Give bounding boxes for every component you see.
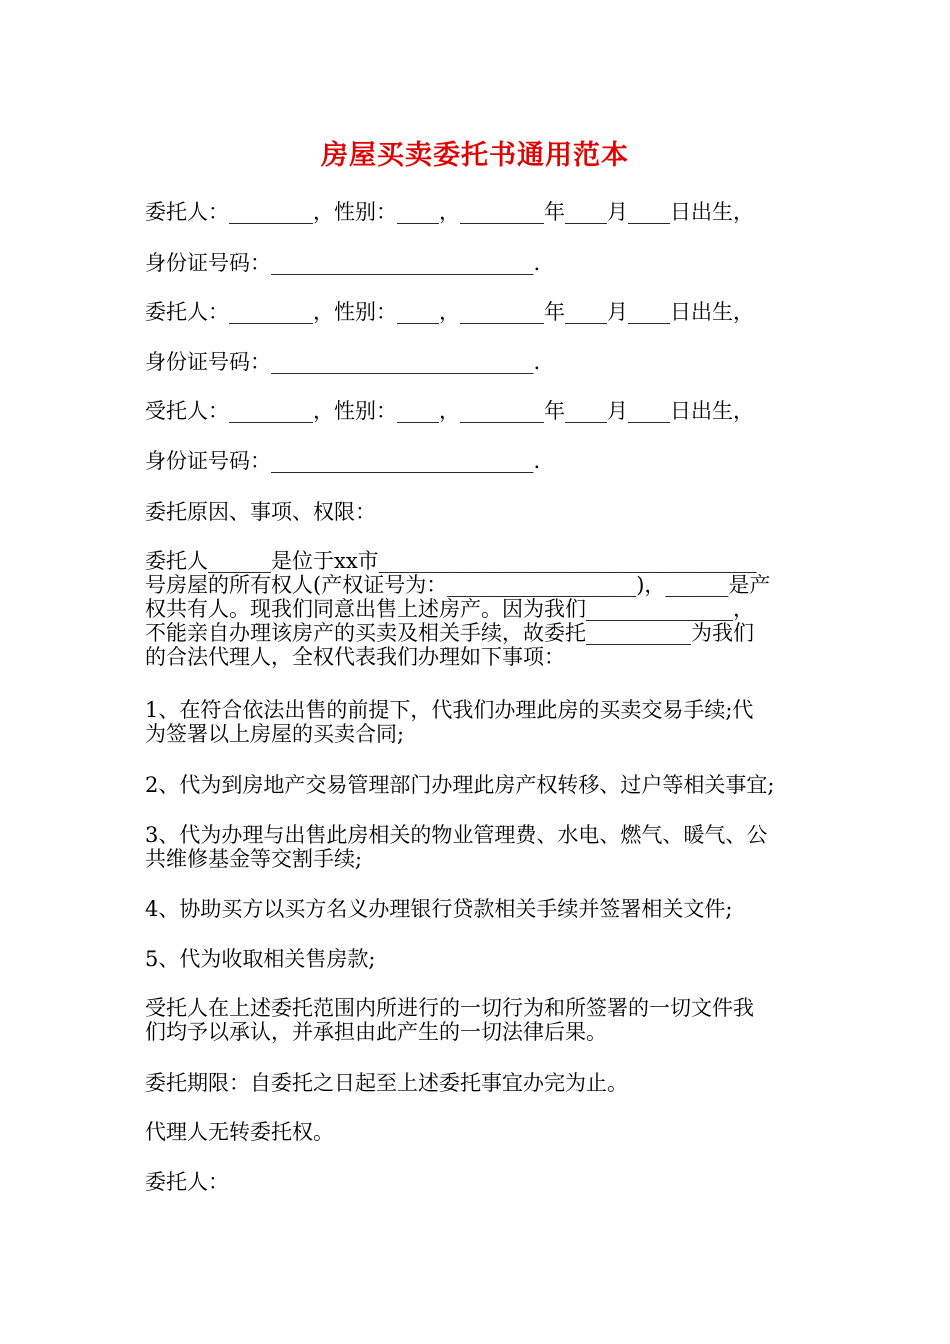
- item-5: 5、代为收取相关售房款;: [145, 947, 376, 971]
- item-4: 4、协助买方以买方名义办理银行贷款相关手续并签署相关文件;: [145, 897, 733, 921]
- item-2: 2、代为到房地产交易管理部门办理此房产权转移、过户等相关事宜;: [145, 773, 775, 797]
- principal-1-id-line: 身份证号码：_________________________.: [145, 251, 541, 275]
- item-3: 3、代为办理与出售此房相关的物业管理费、水电、燃气、暖气、公 共维修基金等交割手续;: [145, 823, 768, 871]
- acknowledgement-paragraph: 受托人在上述委托范围内所进行的一切行为和所签署的一切文件我 们均予以承认，并承担由此产生的一切法律后果。: [145, 996, 754, 1044]
- reason-body: 委托人______是位于xx市____________________________________ 号房屋的所有权人(产权证号为：__________________)，______是产 权共有人。现我们同意出售上述房产。因为我们______________， 不能亲自办理该房产的买卖及相关手续，故委托__________为我们 的合法代理人，全权代表我们办理如下事项：: [145, 549, 771, 669]
- principal-1-line: 委托人：________，性别：____，________年____月____日出生，: [145, 200, 754, 224]
- no-subdelegation-paragraph: 代理人无转委托权。: [145, 1120, 334, 1144]
- item-1: 1、在符合依法出售的前提下，代我们办理此房的买卖交易手续;代 为签署以上房屋的买卖合同;: [145, 698, 754, 746]
- principal-2-line: 委托人：________，性别：____，________年____月____日出生，: [145, 300, 754, 324]
- principal-2-id-line: 身份证号码：_________________________.: [145, 350, 541, 374]
- agent-id-line: 身份证号码：_________________________.: [145, 449, 541, 473]
- document-title: 房屋买卖委托书通用范本: [321, 140, 629, 171]
- agent-line: 受托人：________，性别：____，________年____月____日出生，: [145, 399, 754, 423]
- reason-heading: 委托原因、事项、权限：: [145, 500, 376, 524]
- term-paragraph: 委托期限：自委托之日起至上述委托事宜办完为止。: [145, 1071, 628, 1095]
- signature-label: 委托人：: [145, 1170, 229, 1194]
